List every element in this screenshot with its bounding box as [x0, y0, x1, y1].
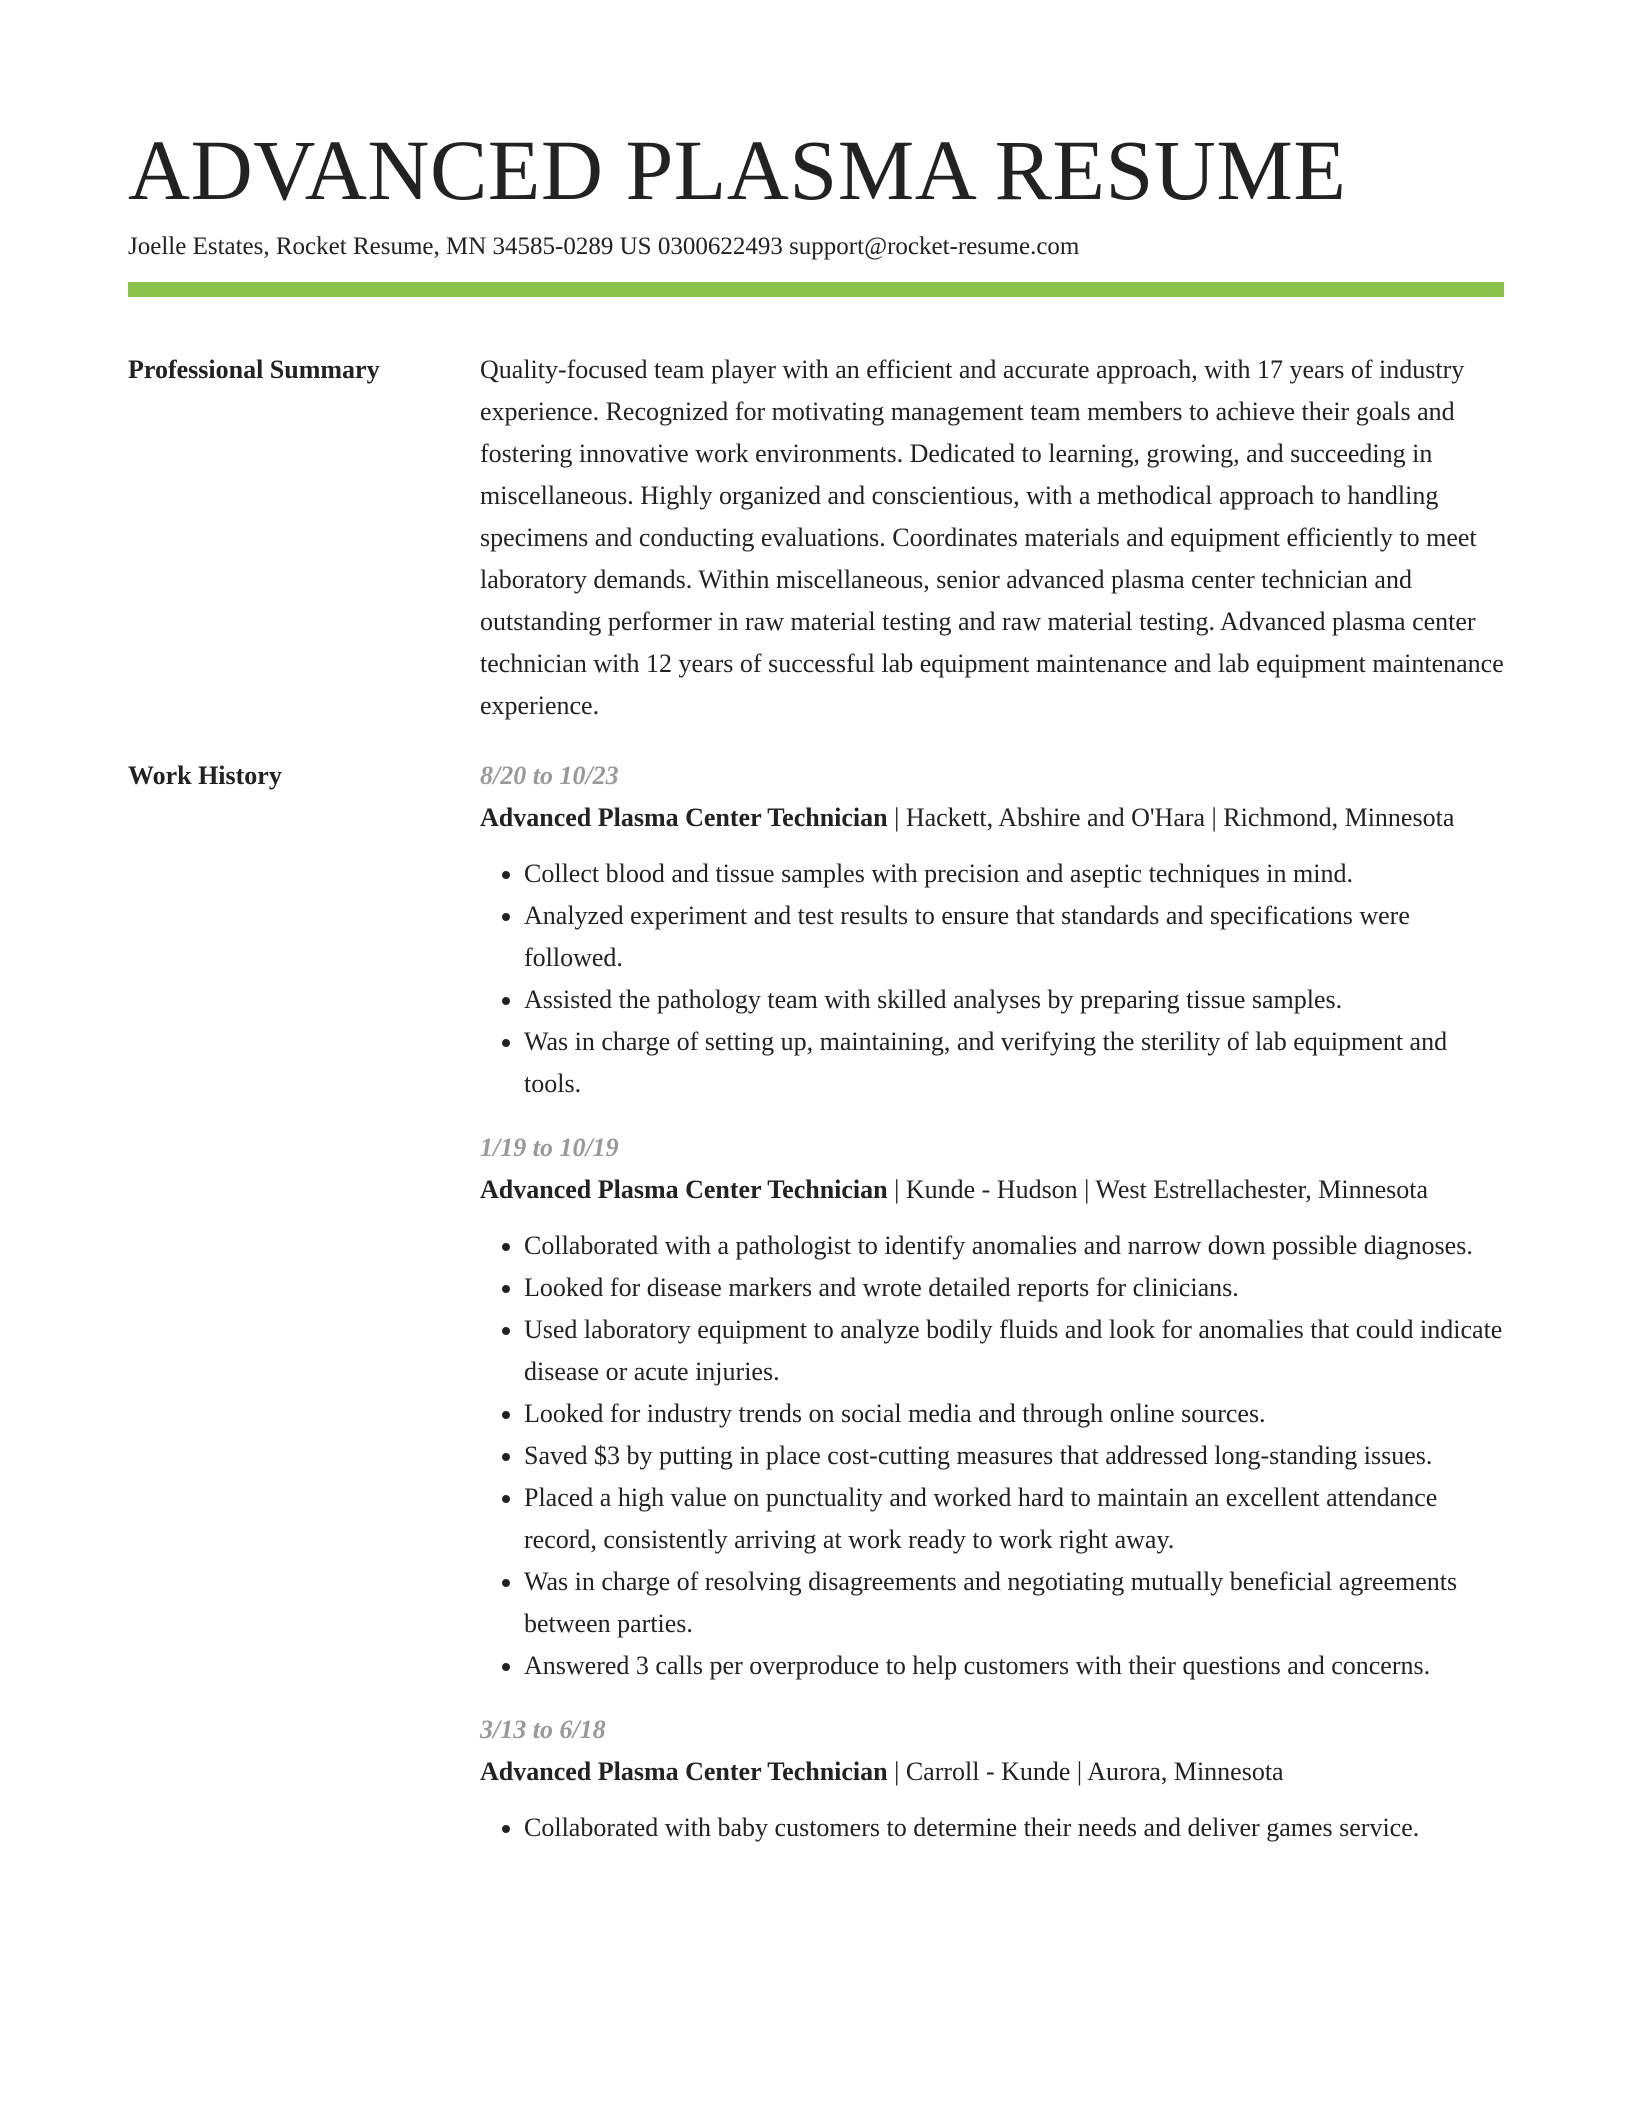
job-bullet: • Analyzed experiment and test results to ensure that standards and specifications were followed.	[524, 895, 1504, 979]
job-title: Advanced Plasma Center Technician	[480, 803, 888, 832]
job-title: Advanced Plasma Center Technician	[480, 1175, 888, 1204]
job-bullet: • Collaborated with baby customers to determine their needs and deliver games service.	[524, 1807, 1504, 1849]
job-bullet: • Placed a high value on punctuality and worked hard to maintain an excellent attendance record, consistently arriving at work ready to work right away.	[524, 1477, 1504, 1561]
job-entry	[480, 755, 1504, 1105]
header-divider	[128, 282, 1504, 297]
section-label-work-history: Work History	[128, 761, 282, 790]
job-bullet: • Assisted the pathology team with skilled analyses by preparing tissue samples.	[524, 979, 1504, 1021]
job-dates: 1/19 to 10/19	[480, 1133, 619, 1162]
contact-email: support@rocket-resume.com	[789, 233, 1080, 260]
contact-phone: 0300622493	[657, 233, 783, 260]
section-label-summary: Professional Summary	[128, 355, 380, 384]
job-bullet: • Was in charge of resolving disagreements and negotiating mutually beneficial agreements between parties.	[524, 1561, 1504, 1645]
professional-summary-section	[128, 349, 1504, 727]
resume-page	[128, 120, 1504, 1871]
job-employer-location: | Kunde - Hudson | West Estrellachester, Minnesota	[887, 1175, 1429, 1204]
job-dates: 3/13 to 6/18	[480, 1715, 606, 1744]
job-bullet: • Looked for disease markers and wrote detailed reports for clinicians.	[524, 1267, 1504, 1309]
job-bullets	[480, 1225, 1504, 1687]
work-history-content	[480, 755, 1504, 1871]
job-title-line	[480, 797, 1504, 839]
job-bullet: • Collaborated with a pathologist to identify anomalies and narrow down possible diagnoses.	[524, 1225, 1504, 1267]
job-bullet: • Looked for industry trends on social media and through online sources.	[524, 1393, 1504, 1435]
job-dates: 8/20 to 10/23	[480, 761, 619, 790]
contact-address: Joelle Estates, Rocket Resume, MN 34585-0289 US	[128, 233, 652, 260]
job-bullets	[480, 1807, 1504, 1849]
job-bullet: • Was in charge of setting up, maintaining, and verifying the sterility of lab equipment and tools.	[524, 1021, 1504, 1105]
contact-line	[128, 230, 1504, 264]
job-employer-location: | Carroll - Kunde | Aurora, Minnesota	[887, 1757, 1284, 1786]
job-entry	[480, 1709, 1504, 1849]
resume-name: ADVANCED PLASMA RESUME	[128, 122, 1347, 218]
job-bullet: • Answered 3 calls per overproduce to help customers with their questions and concerns.	[524, 1645, 1504, 1687]
summary-text: Quality-focused team player with an efficient and accurate approach, with 17 years of industry experience. Recognized for motivating management team members to achieve their goals and fostering innovative work environments. Dedicated to learning, growing, and succeeding in miscellaneous. Highly organized and conscientious, with a methodical approach to handling specimens and conducting evaluations. Coordinates materials and equipment efficiently to meet laboratory demands. Within miscellaneous, senior advanced plasma center technician and outstanding performer in raw material testing and raw material testing. Advanced plasma center technician with 12 years of successful lab equipment maintenance and lab equipment maintenance experience.	[480, 355, 1504, 720]
job-bullet: • Saved $3 by putting in place cost-cutting measures that addressed long-standing issues.	[524, 1435, 1504, 1477]
job-title: Advanced Plasma Center Technician	[480, 1757, 888, 1786]
job-bullets	[480, 853, 1504, 1105]
job-entry	[480, 1127, 1504, 1687]
job-title-line	[480, 1751, 1504, 1793]
work-history-section	[128, 755, 1504, 1871]
job-bullet: • Collect blood and tissue samples with precision and aseptic techniques in mind.	[524, 853, 1504, 895]
job-title-line	[480, 1169, 1504, 1211]
job-bullet: • Used laboratory equipment to analyze bodily fluids and look for anomalies that could indicate disease or acute injuries.	[524, 1309, 1504, 1393]
job-employer-location: | Hackett, Abshire and O'Hara | Richmond, Minnesota	[887, 803, 1455, 832]
summary-content	[480, 349, 1504, 727]
